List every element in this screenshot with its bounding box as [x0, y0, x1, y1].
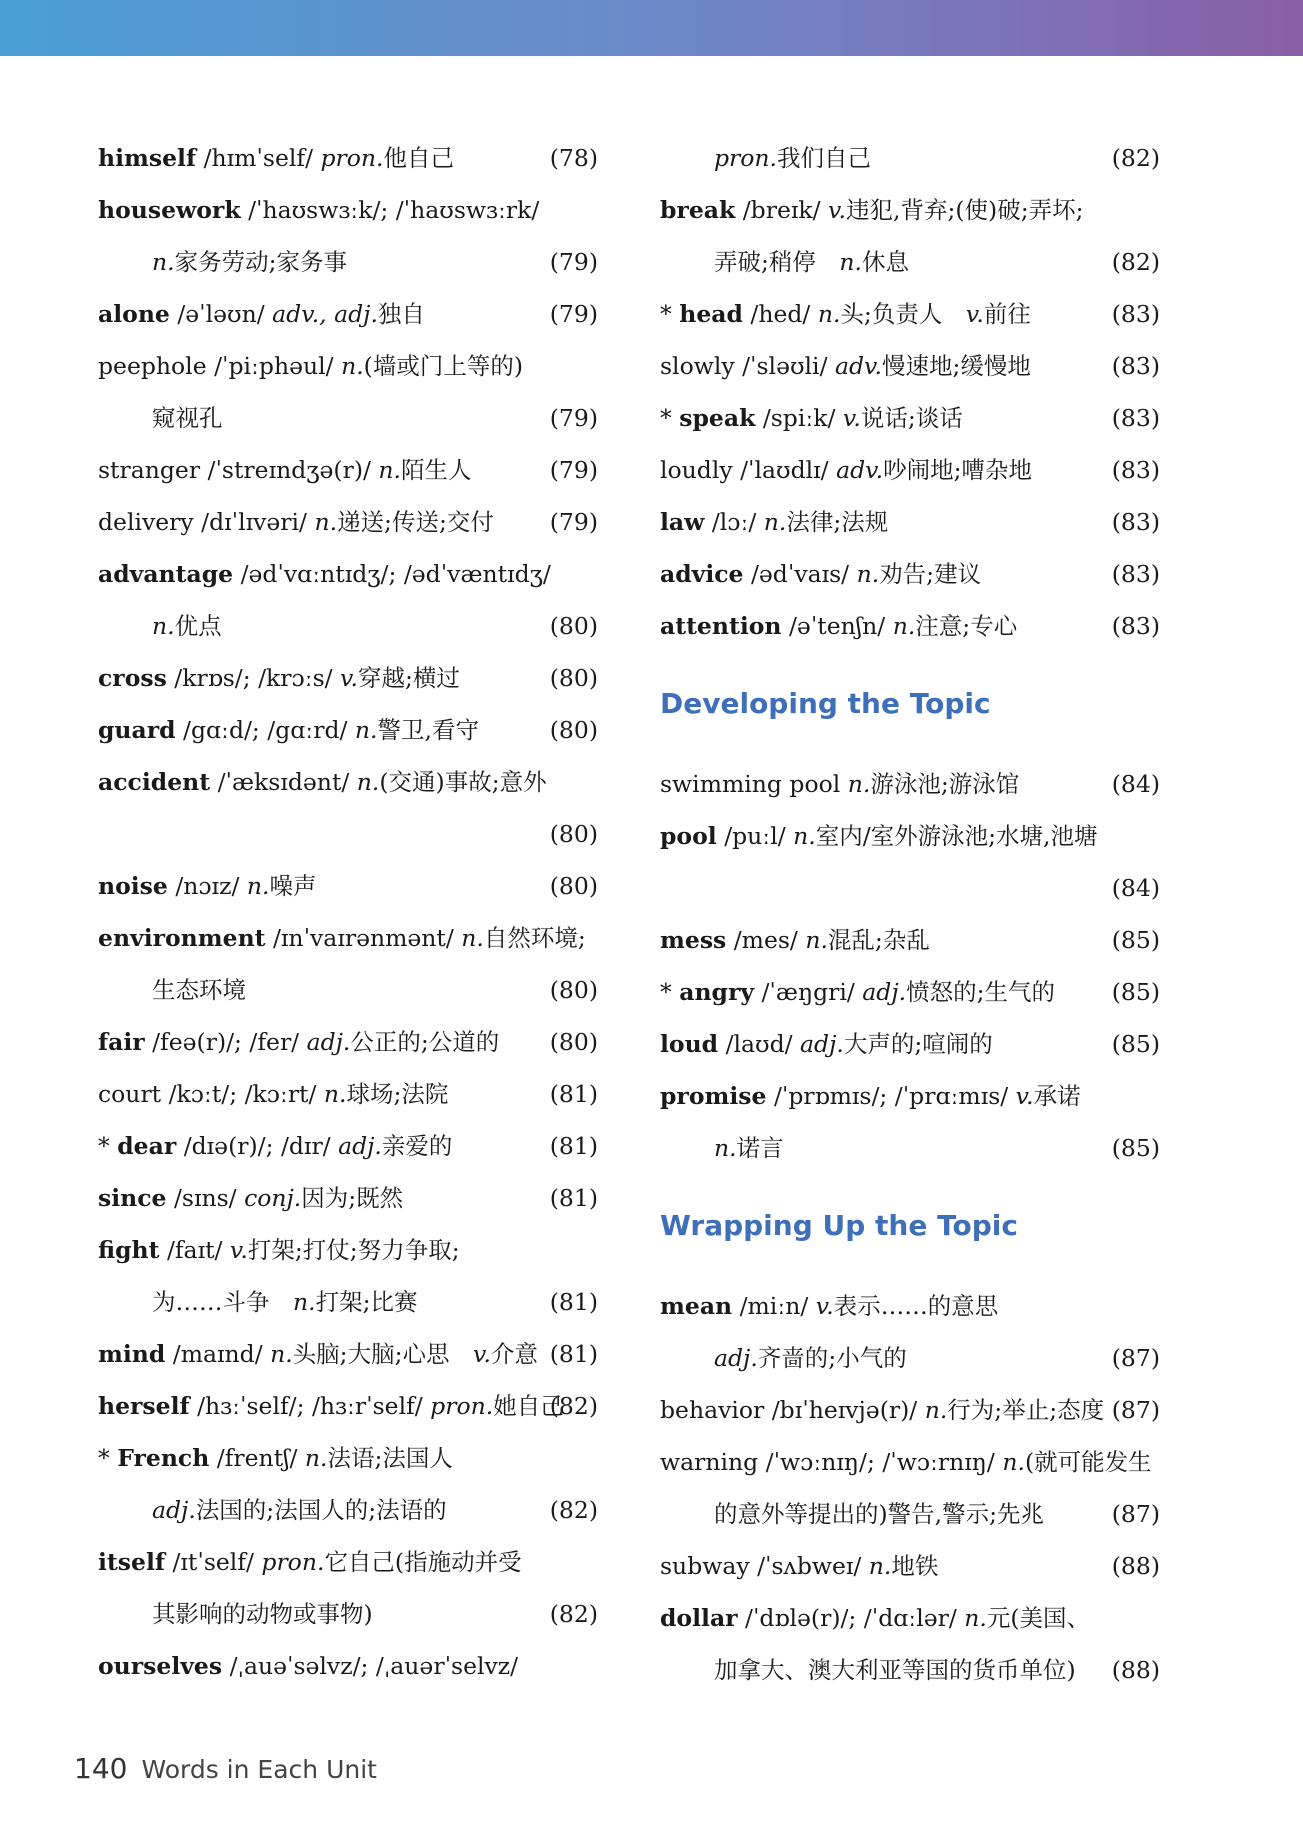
part-of-speech: v.: [473, 1340, 491, 1368]
phonetic: /ˈwɔːnɪŋ/; /ˈwɔːrnɪŋ/: [758, 1448, 1003, 1476]
headword: break: [660, 196, 736, 224]
part-of-speech: adj.: [862, 978, 907, 1006]
word-entry-line: [98, 184, 598, 236]
word-entry-line: [98, 1536, 598, 1588]
page-reference: (79): [549, 404, 598, 432]
part-of-speech: n.: [152, 612, 175, 640]
part-of-speech: n.: [763, 508, 787, 536]
word-entry-line: [98, 860, 598, 912]
headword: mean: [660, 1292, 733, 1320]
phonetic: /ɪtˈself/: [165, 1548, 262, 1576]
phonetic: /ədˈvɑːntɪdʒ/; /ədˈvæntɪdʒ/: [233, 560, 551, 588]
word-entry-line: [660, 1592, 1160, 1644]
headword: alone: [98, 300, 170, 328]
word-entry-line: [660, 236, 1160, 288]
word-entry-line: [660, 444, 1160, 496]
phonetic: /əˈtenʃn/: [781, 612, 893, 640]
page-reference: (79): [549, 300, 598, 328]
part-of-speech: n.: [323, 1080, 347, 1108]
word-entry-line: [660, 548, 1160, 600]
chinese-meaning: 优点: [174, 612, 222, 640]
word-entry-line: [660, 392, 1160, 444]
part-of-speech: adj.: [306, 1028, 351, 1056]
part-of-speech: conj.: [244, 1184, 302, 1212]
headword: herself: [98, 1392, 190, 1420]
part-of-speech: pron.: [430, 1392, 494, 1420]
page-reference: (85): [1111, 926, 1160, 954]
chinese-meaning: 穿越;横过: [357, 664, 460, 692]
word-entry-line: [98, 236, 598, 288]
phonetic: /lɔː/: [704, 508, 764, 536]
word-entry-line: [660, 966, 1160, 1018]
page-reference: (81): [549, 1080, 598, 1108]
page-reference: (84): [1111, 770, 1160, 798]
phonetic: /nɔɪz/: [167, 872, 247, 900]
entry-star-marker: *: [660, 404, 680, 432]
part-of-speech: adv., adj.: [272, 300, 378, 328]
headword: mess: [660, 926, 727, 954]
part-of-speech: n.: [847, 770, 871, 798]
phonetic: /ˈsʌbweɪ/: [749, 1552, 869, 1580]
word-entry-line: [660, 810, 1160, 862]
phonetic: /ˈlaʊdlɪ/: [732, 456, 837, 484]
headword: loudly: [660, 456, 733, 484]
part-of-speech: v.: [229, 1236, 248, 1264]
page-reference: (85): [1111, 978, 1160, 1006]
chinese-meaning: 他自己: [383, 144, 454, 172]
chinese-meaning: 加拿大、澳大利亚等国的货币单位): [714, 1656, 1076, 1684]
headword: pool: [660, 822, 717, 850]
part-of-speech: adj.: [338, 1132, 382, 1160]
chinese-meaning: 它自己(指施动并受: [324, 1548, 522, 1576]
part-of-speech: n.: [964, 1604, 987, 1632]
word-entry-line: [98, 340, 598, 392]
headword: stranger: [98, 456, 201, 484]
part-of-speech: n.: [304, 1444, 328, 1472]
part-of-speech: v.: [340, 664, 358, 692]
phonetic: /ˈæksɪdənt/: [210, 768, 357, 796]
chinese-meaning: 诺言: [736, 1134, 784, 1162]
page-reference: (82): [1111, 248, 1160, 276]
chinese-meaning: 法语;法国人: [327, 1444, 453, 1472]
word-entry-line: [660, 1280, 1160, 1332]
part-of-speech: n.: [356, 768, 380, 796]
chinese-meaning: 独自: [377, 300, 425, 328]
chinese-meaning: 的意外等提出的)警告,警示;先兆: [714, 1500, 1045, 1528]
chinese-meaning: (墙或门上等的): [363, 352, 524, 380]
header-gradient-bar: [0, 0, 1303, 56]
chinese-meaning: 元(美国、: [986, 1604, 1091, 1632]
headword: fight: [98, 1236, 160, 1264]
word-entry-line: [98, 548, 598, 600]
headword: head: [679, 300, 743, 328]
phonetic: /hɜːˈself/; /hɜːrˈself/: [189, 1392, 431, 1420]
part-of-speech: v.: [965, 300, 984, 328]
chinese-meaning: 家务劳动;家务事: [174, 248, 348, 276]
part-of-speech: n.: [892, 612, 916, 640]
phonetic: /ˈpiːphəul/: [206, 352, 342, 380]
page-reference: (81): [549, 1132, 598, 1160]
headword: housework: [98, 196, 241, 224]
entry-star-marker: *: [660, 300, 680, 328]
chinese-meaning: 她自己: [493, 1392, 564, 1420]
headword: angry: [679, 978, 755, 1006]
phonetic: /ˌauəˈsəlvz/; /ˌauərˈselvz/: [222, 1652, 519, 1680]
entry-star-marker: *: [98, 1444, 118, 1472]
part-of-speech: n.: [354, 716, 378, 744]
chinese-meaning: 头;负责人: [840, 300, 943, 328]
word-entry-line: [660, 288, 1160, 340]
chinese-meaning: 承诺: [1033, 1082, 1081, 1110]
page-reference: (85): [1111, 1030, 1160, 1058]
word-entry-line: [98, 964, 598, 1016]
part-of-speech: n.: [341, 352, 364, 380]
word-entry-line: [660, 1540, 1160, 1592]
page-reference: (88): [1111, 1552, 1160, 1580]
chinese-meaning: 噪声: [269, 872, 317, 900]
page-reference: (82): [549, 1496, 598, 1524]
chinese-meaning: 因为;既然: [301, 1184, 404, 1212]
chinese-meaning: 警卫,看守: [377, 716, 479, 744]
chinese-meaning: 公正的;公道的: [350, 1028, 500, 1056]
part-of-speech: n.: [856, 560, 880, 588]
phonetic: /frentʃ/: [209, 1444, 305, 1472]
phonetic: /ɪnˈvaɪrənmənt/: [265, 924, 462, 952]
word-entry-line: [98, 132, 598, 184]
word-entry-line: [660, 1644, 1160, 1696]
word-entry-line: [98, 1640, 598, 1692]
chinese-meaning: 球场;法院: [346, 1080, 449, 1108]
part-of-speech: v.: [842, 404, 861, 432]
chinese-meaning: 愤怒的;生气的: [906, 978, 1056, 1006]
part-of-speech: n.: [868, 1552, 892, 1580]
chinese-meaning: 自然环境;: [483, 924, 586, 952]
headword: warning: [660, 1448, 759, 1476]
part-of-speech: n.: [714, 1134, 737, 1162]
word-entry-line: [98, 1172, 598, 1224]
headword: itself: [98, 1548, 166, 1576]
part-of-speech: n.: [817, 300, 841, 328]
part-of-speech: adj.: [152, 1496, 196, 1524]
page-reference: (83): [1111, 612, 1160, 640]
headword: guard: [98, 716, 176, 744]
page-reference: (80): [549, 976, 598, 1004]
page-reference: (80): [549, 820, 598, 848]
word-entry-line: [98, 1380, 598, 1432]
word-entry-line: [98, 912, 598, 964]
chinese-meaning: 吵闹地;嘈杂地: [883, 456, 1032, 484]
headword: peephole: [98, 352, 207, 380]
headword: advantage: [98, 560, 234, 588]
part-of-speech: n.: [461, 924, 484, 952]
phonetic: /hed/: [742, 300, 818, 328]
headword: subway: [660, 1552, 750, 1580]
word-entry-line: [660, 1122, 1160, 1174]
word-entry-line: [660, 1488, 1160, 1540]
page-reference: (87): [1111, 1500, 1160, 1528]
word-entry-line: [98, 1224, 598, 1276]
word-entry-line: [660, 496, 1160, 548]
word-entry-line: [98, 704, 598, 756]
headword: attention: [660, 612, 782, 640]
word-entry-line: [98, 1276, 598, 1328]
part-of-speech: n.: [246, 872, 270, 900]
headword: noise: [98, 872, 168, 900]
phonetic: /kɔːt/; /kɔːrt/: [161, 1080, 324, 1108]
word-entry-line: [98, 1484, 598, 1536]
page-reference: (81): [549, 1184, 598, 1212]
word-list-right-column: [660, 132, 1160, 1696]
headword: environment: [98, 924, 266, 952]
chinese-meaning: 我们自己: [777, 144, 872, 172]
chinese-meaning: 法国的;法国人的;法语的: [195, 1496, 447, 1524]
headword: dollar: [660, 1604, 738, 1632]
phonetic: /ədˈvaɪs/: [743, 560, 857, 588]
part-of-speech: n.: [805, 926, 828, 954]
page-reference: (82): [1111, 144, 1160, 172]
word-entry-line: [98, 444, 598, 496]
page-reference: (80): [549, 716, 598, 744]
phonetic: /spiːk/: [755, 404, 843, 432]
page-reference: (83): [1111, 456, 1160, 484]
part-of-speech: pron.: [320, 144, 384, 172]
part-of-speech: n.: [152, 248, 175, 276]
phonetic: /dɪə(r)/; /dɪr/: [176, 1132, 339, 1160]
part-of-speech: n.: [293, 1288, 316, 1316]
page-reference: (81): [549, 1340, 598, 1368]
phonetic: /gɑːd/; /gɑːrd/: [175, 716, 355, 744]
phonetic: /puːl/: [716, 822, 794, 850]
chinese-meaning: 陌生人: [401, 456, 472, 484]
page-reference: (87): [1111, 1396, 1160, 1424]
headword: since: [98, 1184, 167, 1212]
headword: advice: [660, 560, 744, 588]
headword: loud: [660, 1030, 719, 1058]
entry-star-marker: *: [98, 1132, 118, 1160]
phonetic: /feə(r)/; /fer/: [144, 1028, 307, 1056]
part-of-speech: adj.: [714, 1344, 758, 1372]
word-entry-line: [660, 600, 1160, 652]
headword: French: [117, 1444, 210, 1472]
part-of-speech: v.: [1015, 1082, 1034, 1110]
headword: behavior: [660, 1396, 765, 1424]
chinese-meaning: 表示……的意思: [833, 1292, 999, 1320]
page-footer: [74, 1752, 377, 1785]
headword: ourselves: [98, 1652, 223, 1680]
word-list-left-column: [98, 132, 598, 1692]
page-reference: (79): [549, 248, 598, 276]
headword: promise: [660, 1082, 767, 1110]
chinese-meaning: 其影响的动物或事物): [152, 1600, 373, 1628]
word-entry-line: [660, 1384, 1160, 1436]
word-entry-line: [98, 808, 598, 860]
phonetic: /hɪmˈself/: [196, 144, 321, 172]
word-entry-line: [98, 496, 598, 548]
word-entry-line: [98, 1120, 598, 1172]
word-entry-line: [660, 1070, 1160, 1122]
chinese-meaning: 大声的;喧闹的: [843, 1030, 993, 1058]
phonetic: /laʊd/: [718, 1030, 801, 1058]
phonetic: /ˈprɒmɪs/; /ˈprɑːmɪs/: [766, 1082, 1016, 1110]
chinese-meaning: 头脑;大脑;心思: [292, 1340, 450, 1368]
chinese-meaning: 弄破;稍停: [714, 248, 816, 276]
chinese-meaning: 说话;谈话: [860, 404, 963, 432]
page-reference: (80): [549, 664, 598, 692]
word-entry-line: [98, 652, 598, 704]
word-entry-line: [98, 1588, 598, 1640]
part-of-speech: n.: [839, 248, 863, 276]
page-reference: (83): [1111, 404, 1160, 432]
headword: mind: [98, 1340, 166, 1368]
chinese-meaning: 亲爱的: [381, 1132, 453, 1160]
phonetic: [840, 770, 847, 798]
page-reference: (80): [549, 1028, 598, 1056]
chinese-meaning: 慢速地;缓慢地: [881, 352, 1031, 380]
chinese-meaning: (就可能发生: [1024, 1448, 1152, 1476]
chinese-meaning: 为……斗争: [152, 1288, 270, 1316]
chinese-meaning: 劝告;建议: [879, 560, 982, 588]
phonetic: /krɒs/; /krɔːs/: [166, 664, 341, 692]
headword: fair: [98, 1028, 145, 1056]
page-number: 140: [74, 1752, 128, 1785]
phonetic: /faɪt/: [159, 1236, 230, 1264]
phonetic: /ˈæŋgri/: [754, 978, 863, 1006]
part-of-speech: n.: [378, 456, 402, 484]
page-reference: (85): [1111, 1134, 1160, 1162]
word-entry-line: [98, 288, 598, 340]
chinese-meaning: 递送;传送;交付: [337, 508, 494, 536]
word-entry-line: [660, 132, 1160, 184]
chinese-meaning: 法律;法规: [786, 508, 889, 536]
word-entry-line: [660, 340, 1160, 392]
word-entry-line: [98, 756, 598, 808]
word-entry-line: [660, 1018, 1160, 1070]
page-reference: (83): [1111, 300, 1160, 328]
footer-label: Words in Each Unit: [141, 1755, 377, 1784]
part-of-speech: adv.: [834, 352, 882, 380]
chinese-meaning: (交通)事故;意外: [379, 768, 547, 796]
page-reference: (80): [549, 612, 598, 640]
word-entry-line: [660, 1332, 1160, 1384]
part-of-speech: n.: [924, 1396, 948, 1424]
phonetic: /sɪns/: [166, 1184, 245, 1212]
page-reference: (82): [549, 1600, 598, 1628]
word-entry-line: [98, 1432, 598, 1484]
page-reference: (87): [1111, 1344, 1160, 1372]
phonetic: /mes/: [726, 926, 806, 954]
headword: accident: [98, 768, 211, 796]
word-entry-line: [98, 1016, 598, 1068]
word-entry-line: [660, 184, 1160, 236]
part-of-speech: n.: [270, 1340, 293, 1368]
headword: court: [98, 1080, 162, 1108]
headword: speak: [679, 404, 756, 432]
word-entry-line: [660, 862, 1160, 914]
page-reference: (79): [549, 508, 598, 536]
phonetic: /ˈdɒlə(r)/; /ˈdɑːlər/: [737, 1604, 965, 1632]
headword: dear: [117, 1132, 177, 1160]
page-reference: (79): [549, 456, 598, 484]
part-of-speech: pron.: [714, 144, 778, 172]
word-entry-line: [98, 600, 598, 652]
part-of-speech: n.: [1002, 1448, 1025, 1476]
page-reference: (83): [1111, 560, 1160, 588]
headword: cross: [98, 664, 167, 692]
chinese-meaning: 前往: [983, 300, 1031, 328]
section-heading: Developing the Topic: [660, 687, 991, 720]
word-entry-line: [98, 1068, 598, 1120]
chinese-meaning: 打架;比赛: [315, 1288, 418, 1316]
page-reference: (78): [549, 144, 598, 172]
chinese-meaning: 注意;专心: [915, 612, 1018, 640]
phonetic: /ˈsləʊli/: [734, 352, 835, 380]
section-heading: Wrapping Up the Topic: [660, 1209, 1018, 1242]
phonetic: /maɪnd/: [165, 1340, 271, 1368]
headword: slowly: [660, 352, 735, 380]
part-of-speech: adv.: [836, 456, 884, 484]
part-of-speech: pron.: [261, 1548, 325, 1576]
chinese-meaning: 地铁: [891, 1552, 939, 1580]
page-reference: (84): [1111, 874, 1160, 902]
part-of-speech: adj.: [800, 1030, 844, 1058]
word-entry-line: [98, 1328, 598, 1380]
phonetic: /dɪˈlɪvəri/: [193, 508, 315, 536]
part-of-speech: v.: [828, 196, 846, 224]
phonetic: /ˈstreɪndʒə(r)/: [200, 456, 379, 484]
phonetic: /əˈləʊn/: [169, 300, 273, 328]
phonetic: /bɪˈheɪvjə(r)/: [764, 1396, 925, 1424]
word-entry-line: [98, 392, 598, 444]
headword: delivery: [98, 508, 194, 536]
chinese-meaning: 混乱;杂乱: [827, 926, 930, 954]
phonetic: /miːn/: [732, 1292, 816, 1320]
chinese-meaning: 介意: [491, 1340, 538, 1368]
chinese-meaning: 休息: [862, 248, 910, 276]
part-of-speech: v.: [815, 1292, 834, 1320]
chinese-meaning: 打架;打仗;努力争取;: [247, 1236, 460, 1264]
page-reference: (83): [1111, 508, 1160, 536]
chinese-meaning: 行为;举止;态度: [947, 1396, 1105, 1424]
chinese-meaning: 游泳池;游泳馆: [870, 770, 1020, 798]
headword: himself: [98, 144, 197, 172]
page-reference: (83): [1111, 352, 1160, 380]
word-entry-line: [660, 758, 1160, 810]
chinese-meaning: 齐啬的;小气的: [757, 1344, 907, 1372]
page-reference: (88): [1111, 1656, 1160, 1684]
chinese-meaning: 生态环境: [152, 976, 246, 1004]
chinese-meaning: 室内/室外游泳池;水塘,池塘: [815, 822, 1098, 850]
page-reference: (80): [549, 872, 598, 900]
entry-star-marker: *: [660, 978, 680, 1006]
headword: swimming pool: [660, 770, 841, 798]
chinese-meaning: 窥视孔: [152, 404, 223, 432]
phonetic: /ˈhaʊswɜːk/; /ˈhaʊswɜːrk/: [240, 196, 540, 224]
word-entry-line: [660, 1436, 1160, 1488]
page-reference: (81): [549, 1288, 598, 1316]
page-reference: (82): [549, 1392, 598, 1420]
part-of-speech: n.: [793, 822, 816, 850]
part-of-speech: n.: [314, 508, 338, 536]
word-entry-line: [660, 914, 1160, 966]
phonetic: /breɪk/: [735, 196, 828, 224]
headword: law: [660, 508, 705, 536]
chinese-meaning: 违犯,背弃;(使)破;弄坏;: [845, 196, 1084, 224]
